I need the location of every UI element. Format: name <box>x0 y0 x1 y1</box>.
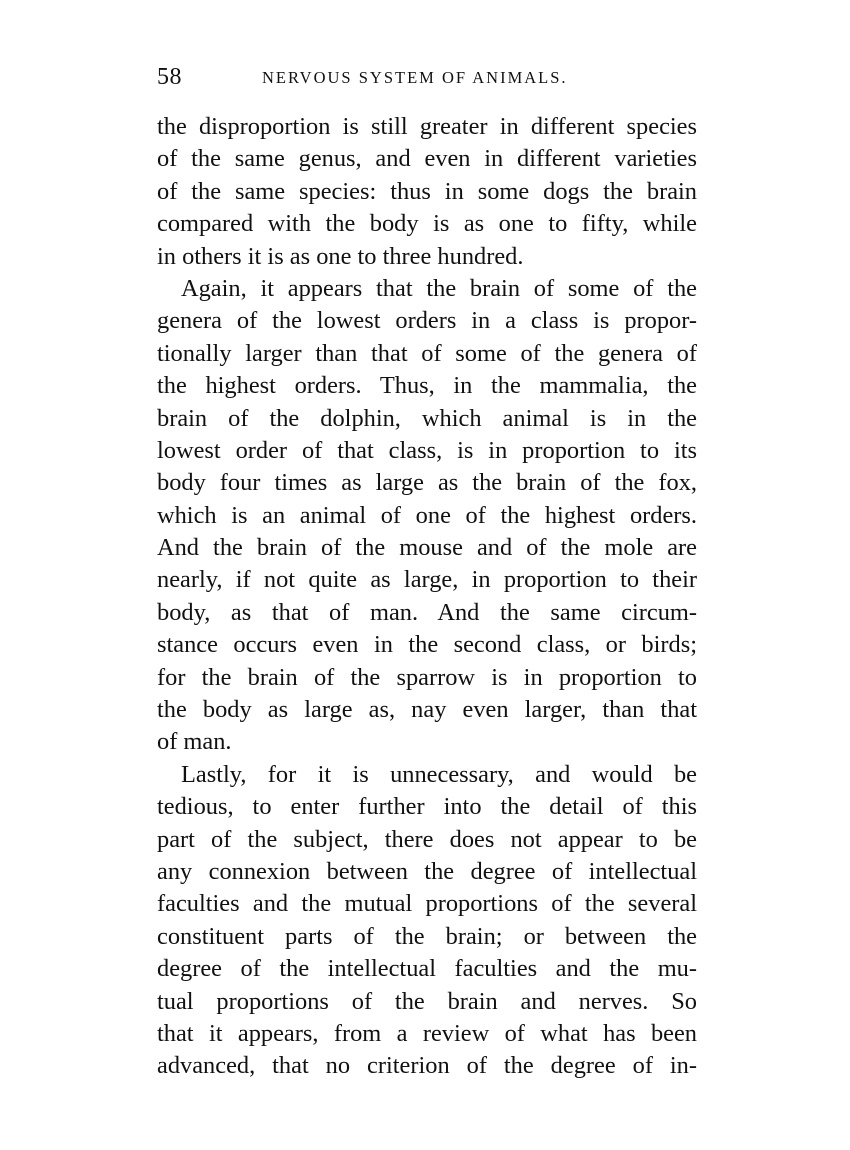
text-line: advanced, that no criterion of the degree of in- <box>157 1052 697 1080</box>
text-line: nearly, if not quite as large, in proportion to their <box>157 566 697 594</box>
running-head <box>157 62 697 92</box>
text-line: tionally larger than that of some of the genera of <box>157 339 697 367</box>
text-line: lowest order of that class, is in proportion to its <box>157 436 697 464</box>
text-line: the body as large as, nay even larger, than that <box>157 696 697 724</box>
page-number: 58 <box>157 64 182 90</box>
text-line: tedious, to enter further into the detail of this <box>157 793 697 821</box>
text-line: stance occurs even in the second class, or birds; <box>157 631 697 659</box>
text-line: And the brain of the mouse and of the mole are <box>157 534 697 562</box>
text-line: genera of the lowest orders in a class is propor- <box>157 307 697 335</box>
text-line: faculties and the mutual proportions of the several <box>157 890 697 918</box>
text-line: constituent parts of the brain; or between the <box>157 922 697 950</box>
text-line: brain of the dolphin, which animal is in the <box>157 404 697 432</box>
text-line: degree of the intellectual faculties and the mu- <box>157 955 697 983</box>
text-line: compared with the body is as one to fifty, while <box>157 210 697 238</box>
text-line: Lastly, for it is unnecessary, and would be <box>181 760 697 788</box>
text-line: which is an animal of one of the highest orders. <box>157 501 697 529</box>
text-line: body, as that of man. And the same circum- <box>157 598 697 626</box>
text-line: in others it is as one to three hundred. <box>157 242 524 270</box>
text-line: of the same species: thus in some dogs the brain <box>157 177 697 205</box>
text-line: tual proportions of the brain and nerves. So <box>157 987 697 1015</box>
text-line: the disproportion is still greater in different species <box>157 113 697 140</box>
body-text <box>157 111 697 1083</box>
text-line: the highest orders. Thus, in the mammalia, the <box>157 372 697 400</box>
text-line: body four times as large as the brain of the fox, <box>157 469 697 497</box>
text-line: of the same genus, and even in different varieties <box>157 145 697 173</box>
text-line: part of the subject, there does not appear to be <box>157 825 697 853</box>
text-line: of man. <box>157 728 232 756</box>
text-line: that it appears, from a review of what has been <box>157 1019 697 1047</box>
text-line: for the brain of the sparrow is in proportion to <box>157 663 697 691</box>
text-line: Again, it appears that the brain of some of the <box>181 274 697 302</box>
running-title: NERVOUS SYSTEM OF ANIMALS. <box>262 68 568 87</box>
text-line: any connexion between the degree of intellectual <box>157 857 697 885</box>
